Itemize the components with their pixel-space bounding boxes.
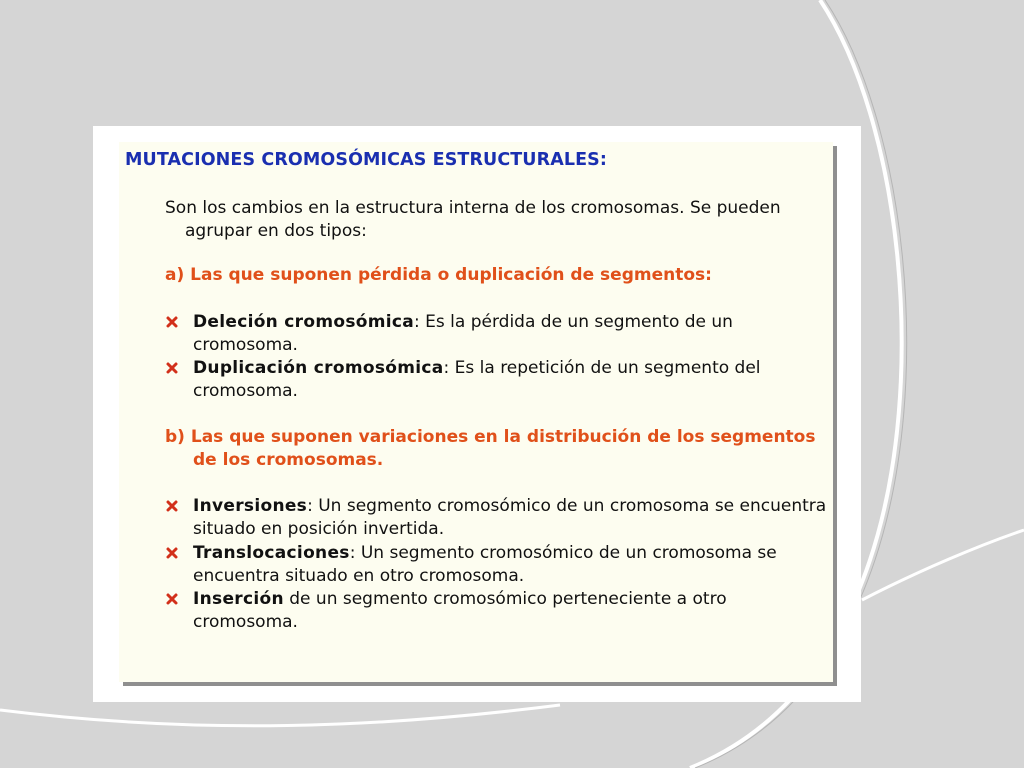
content-panel [119,142,833,682]
x-mark-icon [165,499,179,513]
item-term: Duplicación cromosómica [193,358,444,378]
intro-paragraph: Son los cambios en la estructura interna de los cromosomas. Se pueden agrupar en dos tipos: [165,198,781,241]
slide-frame [93,126,861,702]
item-text: : Es la repetición de un segmento del cromosoma. [193,358,761,401]
x-mark-icon [165,361,179,375]
section-b-heading: b) Las que suponen variaciones en la distribución de los segmentos de los cromosomas. [165,427,816,470]
x-mark-icon [165,546,179,560]
list-item [193,311,833,357]
slide-title: MUTACIONES CROMOSÓMICAS ESTRUCTURALES: [125,150,607,170]
list-item [193,588,833,634]
list-item [193,357,833,403]
item-text: de un segmento cromosómico perteneciente a otro cromosoma. [193,589,727,632]
list-item [193,495,833,541]
section-a-heading: a) Las que suponen pérdida o duplicación de segmentos: [165,265,712,285]
list-item [193,542,833,588]
item-term: Translocaciones [193,543,350,563]
item-text: : Un segmento cromosómico de un cromosoma se encuentra situado en otro cromosoma. [193,543,777,586]
item-term: Inversiones [193,496,308,516]
item-text: : Es la pérdida de un segmento de un cromosoma. [193,312,733,355]
item-term: Deleción cromosómica [193,312,415,332]
item-text: : Un segmento cromosómico de un cromosoma se encuentra situado en posición invertida. [193,496,827,539]
x-mark-icon [165,315,179,329]
x-mark-icon [165,592,179,606]
item-term: Inserción [193,589,284,609]
